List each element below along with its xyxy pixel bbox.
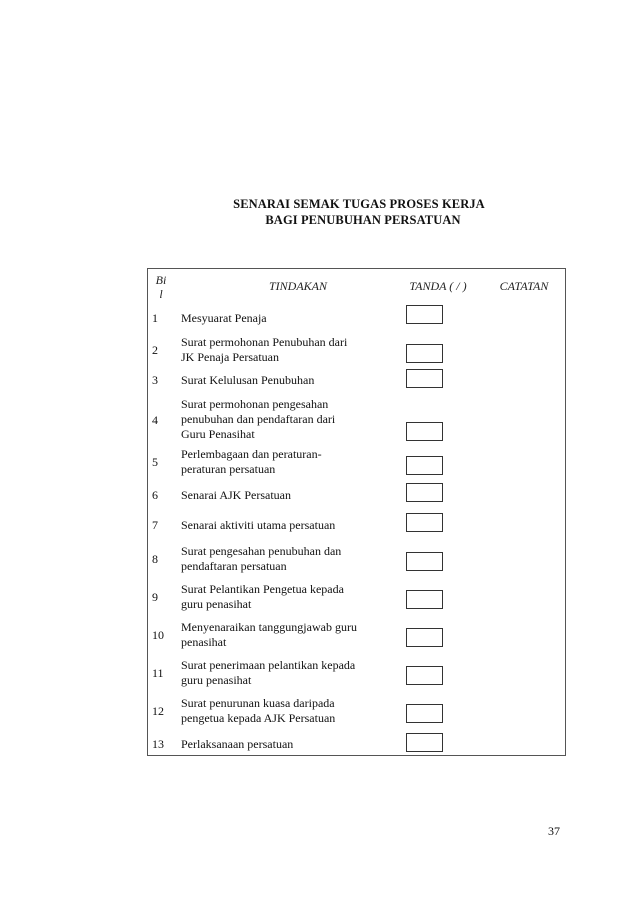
row-action: Senarai AJK Persatuan — [181, 488, 291, 502]
header-bil-line-2: l — [159, 287, 163, 301]
tanda-checkbox[interactable] — [406, 552, 443, 571]
header-tindakan: TINDAKAN — [268, 279, 327, 293]
row-action: Perlaksanaan persatuan — [181, 737, 294, 751]
row-number: 7 — [152, 518, 158, 532]
tanda-checkbox[interactable] — [406, 733, 443, 752]
tanda-checkbox[interactable] — [406, 369, 443, 388]
row-action: Perlembagaan dan peraturan- peraturan persatuan — [181, 447, 322, 476]
header-bil — [152, 273, 170, 301]
row-number: 1 — [152, 311, 158, 325]
row-number: 2 — [152, 343, 158, 357]
row-number: 9 — [152, 590, 158, 604]
header-bil-line-1: Bi — [155, 273, 167, 287]
row-number: 13 — [152, 737, 164, 751]
page-number: 37 — [548, 824, 560, 838]
row-action: Mesyuarat Penaja — [181, 311, 267, 325]
row-number: 5 — [152, 455, 158, 469]
title-line-2: BAGI PENUBUHAN PERSATUAN — [265, 213, 461, 227]
tanda-checkbox[interactable] — [406, 305, 443, 324]
row-number: 10 — [152, 628, 164, 642]
tanda-checkbox[interactable] — [406, 590, 443, 609]
row-action: Surat permohonan Penubuhan dari JK Penaja Persatuan — [181, 335, 348, 364]
row-number: 8 — [152, 552, 158, 566]
tanda-checkbox[interactable] — [406, 513, 443, 532]
header-tanda: TANDA ( / ) — [409, 279, 467, 293]
tanda-checkbox[interactable] — [406, 704, 443, 723]
tanda-checkbox[interactable] — [406, 483, 443, 502]
row-action: Surat permohonan pengesahan penubuhan dan pendaftaran dari Guru Penasihat — [181, 397, 336, 441]
tanda-checkbox[interactable] — [406, 666, 443, 685]
header-catatan: CATATAN — [499, 279, 549, 293]
tanda-checkbox[interactable] — [406, 628, 443, 647]
row-number: 4 — [152, 413, 158, 427]
row-action: Senarai aktiviti utama persatuan — [181, 518, 336, 532]
row-number: 3 — [152, 373, 158, 387]
document-title — [0, 196, 638, 228]
row-number: 11 — [152, 666, 164, 680]
title-line-1: SENARAI SEMAK TUGAS PROSES KERJA — [233, 197, 485, 211]
row-action: Surat pengesahan penubuhan dan pendaftaran persatuan — [181, 544, 342, 573]
row-number: 12 — [152, 704, 164, 718]
tanda-checkbox[interactable] — [406, 344, 443, 363]
checklist-table — [147, 268, 566, 756]
row-action: Surat penurunan kuasa daripada pengetua kepada AJK Persatuan — [181, 696, 336, 725]
row-action: Surat Pelantikan Pengetua kepada guru penasihat — [181, 582, 344, 611]
tanda-checkbox[interactable] — [406, 422, 443, 441]
row-number: 6 — [152, 488, 158, 502]
row-action: Surat Kelulusan Penubuhan — [181, 373, 315, 387]
tanda-checkbox[interactable] — [406, 456, 443, 475]
row-action: Surat penerimaan pelantikan kepada guru penasihat — [181, 658, 356, 687]
row-action: Menyenaraikan tanggungjawab guru penasihat — [181, 620, 357, 649]
